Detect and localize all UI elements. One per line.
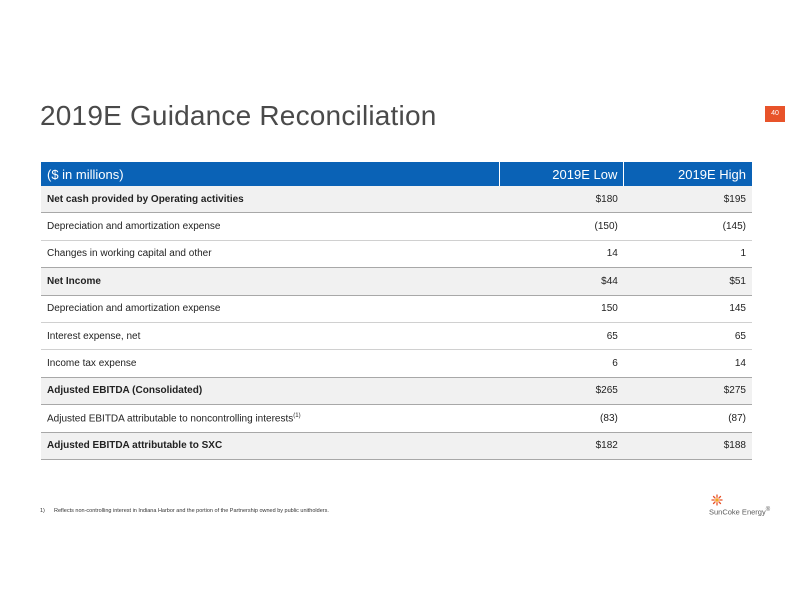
sun-icon [711,494,723,506]
header-low: 2019E Low [500,162,624,186]
row-label: Adjusted EBITDA (Consolidated) [41,377,500,404]
row-low-value: $182 [500,432,624,459]
row-low-value: $180 [500,186,624,213]
row-high-value: (87) [624,405,752,432]
slide-title: 2019E Guidance Reconciliation [40,100,437,131]
logo-name: SunCoke Energy [709,507,766,517]
row-low-value: $44 [500,268,624,295]
footnote-text: Reflects non-controlling interest in Indiana Harbor and the portion of the Partnership owned by public unitholders. [54,508,329,514]
row-label: Interest expense, net [41,322,500,349]
row-low-value: 14 [500,240,624,267]
table-row [41,268,752,295]
footnote-reference: (1) [293,412,301,419]
row-low-value: 150 [500,295,624,322]
row-label: Income tax expense [41,350,500,377]
row-high-value: $275 [624,377,752,404]
guidance-reconciliation-table [41,162,752,460]
row-label: Net Income [41,268,500,295]
table-row [41,322,752,349]
row-label [41,405,500,432]
row-low-value: 6 [500,350,624,377]
page-number-badge: 40 [765,106,785,122]
row-low-value: (150) [500,213,624,240]
row-low-value: 65 [500,322,624,349]
row-label: Adjusted EBITDA attributable to SXC [41,432,500,459]
row-high-value: 14 [624,350,752,377]
table-row [41,295,752,322]
row-high-value: (145) [624,213,752,240]
table-row [41,377,752,404]
logo-trademark: ® [765,507,771,513]
table-row [41,186,752,213]
row-label: Depreciation and amortization expense [41,295,500,322]
row-label-text: Adjusted EBITDA attributable to noncontrolling interests [47,412,294,424]
header-high: 2019E High [624,162,752,186]
table-header-row [41,162,752,186]
row-high-value: $51 [624,268,752,295]
company-logo [709,494,779,518]
row-label: Depreciation and amortization expense [41,213,500,240]
row-high-value: $188 [624,432,752,459]
row-label: Net cash provided by Operating activities [41,186,500,213]
table-row [41,432,752,459]
row-high-value: 65 [624,322,752,349]
logo-wordmark [709,507,770,517]
row-high-value: 145 [624,295,752,322]
row-high-value: 1 [624,240,752,267]
table-row [41,240,752,267]
footnote-number: 1) [40,508,45,514]
footnote [40,508,329,514]
row-low-value: $265 [500,377,624,404]
header-units: ($ in millions) [41,162,500,186]
row-high-value: $195 [624,186,752,213]
table-row [41,350,752,377]
row-low-value: (83) [500,405,624,432]
table-row [41,405,752,432]
row-label: Changes in working capital and other [41,240,500,267]
table-row [41,213,752,240]
